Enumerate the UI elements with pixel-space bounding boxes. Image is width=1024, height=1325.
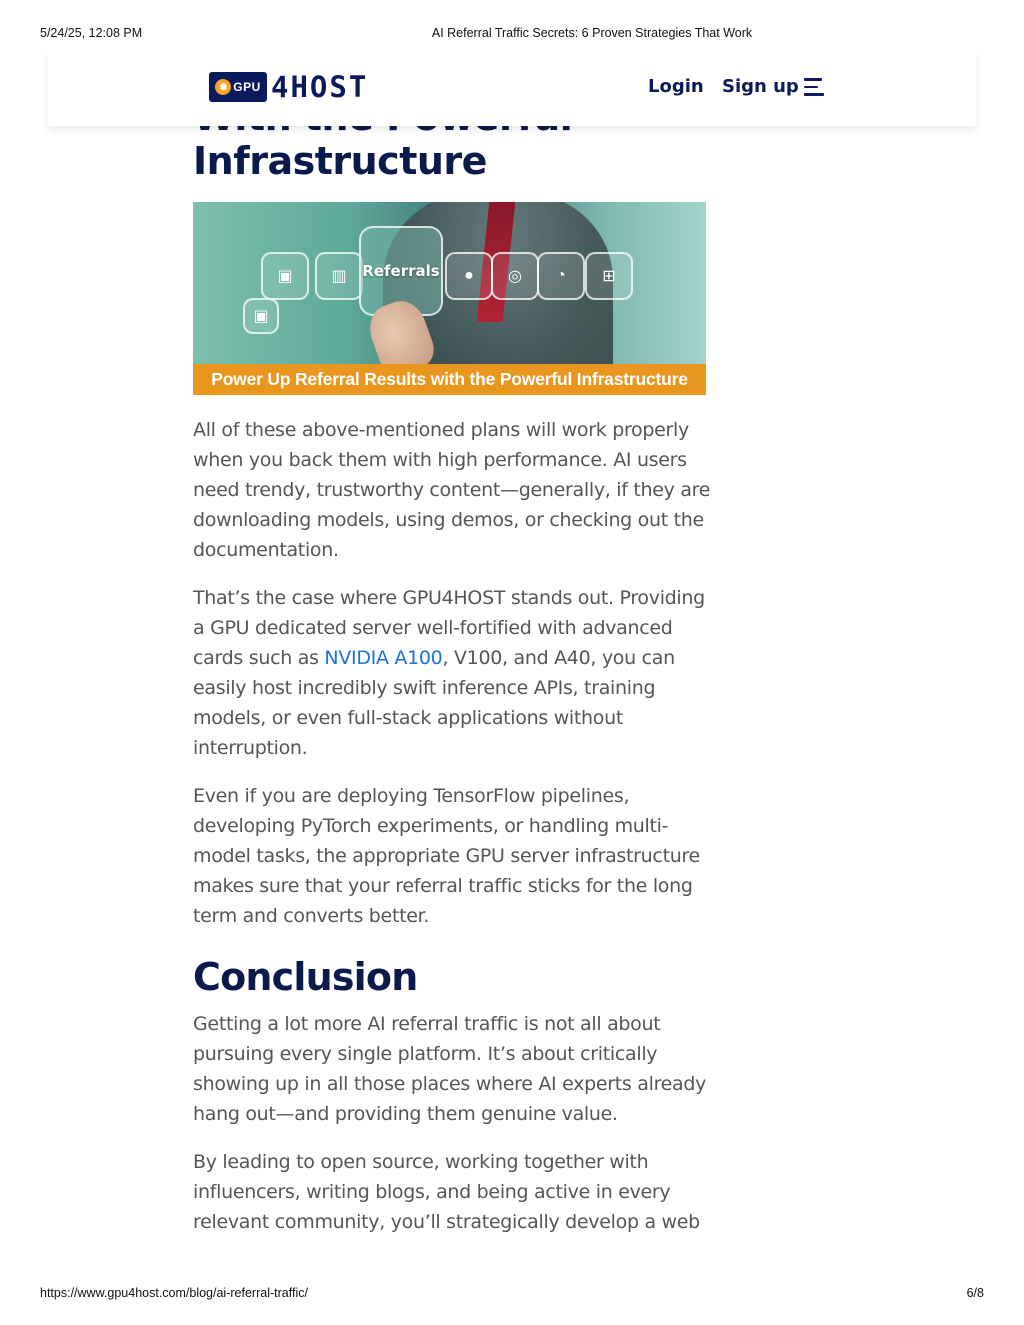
paragraph-5: By leading to open source, working together with influencers, writing blogs, and being active in every relevant community, you’ll strategically develop a web bbox=[193, 1151, 700, 1233]
paragraph-2-text-after: , V100, and A40, you can easily host incredibly swift inference APIs, training models, or even full-stack applications without interruption. bbox=[193, 647, 675, 759]
presentation-icon: ▣ bbox=[261, 252, 309, 300]
site-logo[interactable] bbox=[209, 70, 368, 104]
signup-link[interactable]: Sign up bbox=[722, 76, 799, 97]
pie-chart-icon: ◔ bbox=[537, 252, 585, 300]
paragraph-2-text-before: That’s the case where GPU4HOST stands out. Providing a GPU dedicated server well-fortified with advanced cards such as bbox=[193, 587, 705, 669]
hero-image bbox=[193, 202, 706, 395]
hero-banner: Power Up Referral Results with the Powerful Infrastructure bbox=[193, 364, 706, 395]
print-footer bbox=[0, 1286, 1024, 1302]
print-header bbox=[0, 26, 1024, 42]
paragraph-1: All of these above-mentioned plans will work properly when you back them with high performance. AI users need trendy, trustworthy content—generally, if they are downloading models, using demos, or checking out the documentation. bbox=[193, 419, 711, 561]
print-datetime: 5/24/25, 12:08 PM bbox=[40, 26, 143, 40]
page-viewport bbox=[40, 52, 984, 1252]
print-page-number: 6/8 bbox=[966, 1286, 984, 1300]
section-heading-line2: Infrastructure bbox=[193, 139, 487, 183]
article bbox=[193, 92, 713, 1237]
print-url: https://www.gpu4host.com/blog/ai-referral-traffic/ bbox=[40, 1286, 308, 1300]
sun-icon: ✹ bbox=[215, 79, 231, 95]
referrals-label: Referrals bbox=[362, 262, 440, 280]
paragraph-3: Even if you are deploying TensorFlow pipelines, developing PyTorch experiments, or handling multi-model tasks, the appropriate GPU server infrastructure makes sure that your referral traffic sticks for the long term and converts better. bbox=[193, 785, 700, 927]
org-chart-icon: ⊞ bbox=[585, 252, 633, 300]
person-icon: ● bbox=[445, 252, 493, 300]
paragraph-2 bbox=[193, 583, 713, 763]
presentation-icon-small: ▣ bbox=[243, 298, 279, 334]
logo-text: 4HOST bbox=[271, 70, 369, 104]
site-navbar bbox=[48, 52, 976, 126]
conclusion-heading: Conclusion bbox=[193, 955, 418, 999]
print-title: AI Referral Traffic Secrets: 6 Proven Strategies That Work bbox=[431, 26, 753, 40]
paragraph-4: Getting a lot more AI referral traffic is not all about pursuing every single platform. It’s about critically showing up in all those places where AI experts already hang out—and providing them genuine value. bbox=[193, 1013, 707, 1125]
login-link[interactable]: Login bbox=[648, 76, 704, 97]
logo-badge bbox=[209, 72, 267, 102]
nvidia-a100-link[interactable]: NVIDIA A100 bbox=[324, 647, 443, 669]
globe-icon: ◎ bbox=[491, 252, 539, 300]
logo-badge-text: GPU bbox=[233, 80, 261, 94]
hamburger-menu-icon[interactable] bbox=[804, 78, 826, 96]
bar-chart-icon: ▥ bbox=[315, 252, 363, 300]
